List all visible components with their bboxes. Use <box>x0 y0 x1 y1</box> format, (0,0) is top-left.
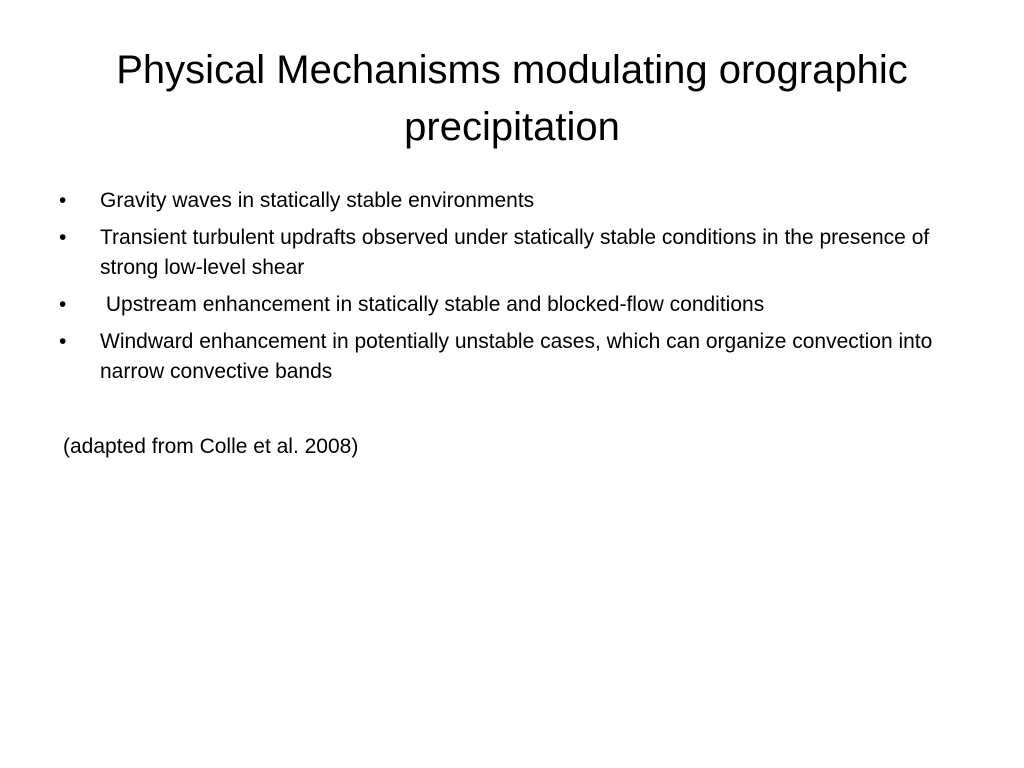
bullet-text: Gravity waves in statically stable environments <box>100 189 535 212</box>
bullet-item <box>56 223 956 283</box>
bullet-item <box>56 186 956 216</box>
bullet-marker: • <box>59 226 67 249</box>
bullet-marker: • <box>59 189 67 212</box>
bullet-item <box>56 327 956 387</box>
bullet-text: Transient turbulent updrafts observed under statically stable conditions in the presence of strong low-level shear <box>100 226 930 279</box>
bullet-marker: • <box>59 293 67 316</box>
bullet-item <box>56 290 956 320</box>
source-note: (adapted from Colle et al. 2008) <box>63 435 359 458</box>
bullet-text: Upstream enhancement in statically stable and blocked-flow conditions <box>100 293 765 316</box>
bullet-text: Windward enhancement in potentially unstable cases, which can organize convection into narrow convective bands <box>100 330 933 383</box>
bullet-marker: • <box>59 330 67 353</box>
slide-title: Physical Mechanisms modulating orographic precipitation <box>116 48 908 149</box>
bullet-list <box>56 186 956 394</box>
